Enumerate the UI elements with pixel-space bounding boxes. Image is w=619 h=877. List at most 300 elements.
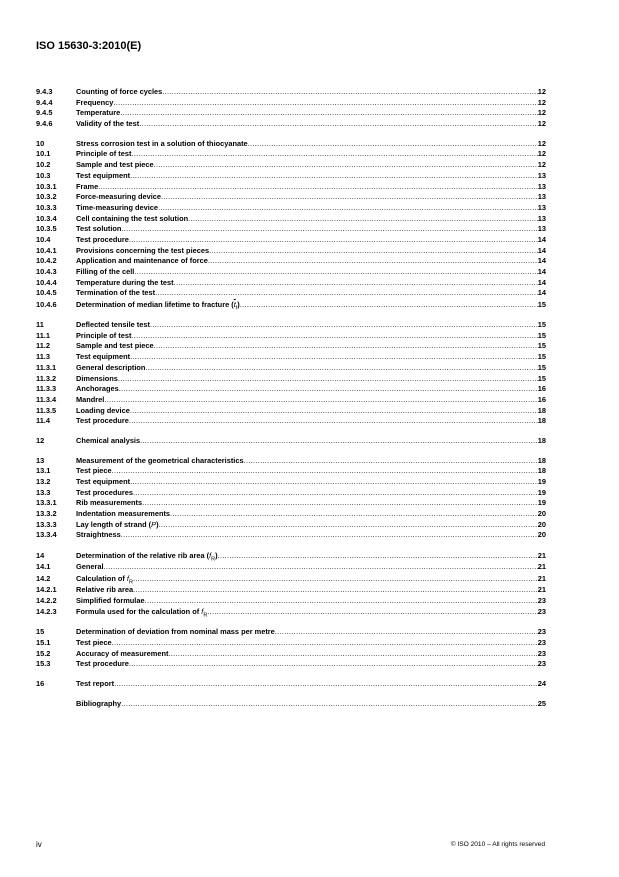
toc-entry[interactable] [36,498,546,509]
toc-entry[interactable] [36,606,546,618]
dot-leader [118,374,538,385]
section-title [76,256,208,267]
toc-entry[interactable] [36,374,546,385]
section-title [76,520,159,531]
toc-entry[interactable] [36,699,546,710]
symbol-base: $\overline{t}$ [233,300,236,310]
page-ref: 21 [537,573,546,583]
title-text: Test equipment [76,477,131,486]
toc-section [36,699,546,710]
title-text: Test equipment [76,352,131,362]
title-text: Sample and test piece [76,341,154,351]
toc-entry[interactable] [36,406,546,417]
title-text: Test equipment [76,170,131,180]
section-title [76,466,112,477]
dot-leader [244,456,538,467]
section-number: 13.1 [36,466,51,476]
toc-section [36,139,546,311]
page-ref: 12 [537,160,546,170]
section-number: 10.3.2 [36,192,57,202]
dot-leader [121,699,538,710]
section-number: 9.4.5 [36,108,53,118]
section-number: 11.3.1 [36,362,57,372]
section-title [76,530,121,541]
dot-leader [130,171,538,182]
page-ref: 25 [537,698,546,708]
toc-entry[interactable] [36,224,546,235]
title-text: Termination of the test [76,288,156,298]
page-ref: 21 [537,584,546,594]
section-number: 11.3.3 [36,384,57,394]
page-ref: 16 [537,384,546,394]
dot-leader [112,466,538,477]
title-text: Test procedure [76,416,129,426]
toc-entry[interactable] [36,456,546,467]
title-text: Determination of median lifetime to fracture ( [76,300,234,310]
dot-leader [98,182,538,193]
section-title [76,182,98,193]
dot-leader [120,108,538,119]
title-text: Mandrel [76,394,105,404]
section-title [76,235,129,246]
section-number: 15.2 [36,648,51,658]
dot-leader [218,550,538,562]
toc-entry[interactable] [36,638,546,649]
dot-leader [114,679,538,690]
dot-leader [168,649,537,660]
section-number: 11.3.2 [36,373,57,383]
section-number: 14.1 [36,562,51,572]
page-ref: 23 [537,607,546,617]
page-ref: 20 [537,530,546,540]
title-text: Frame [76,181,99,191]
section-title [76,416,129,427]
title-text: Accuracy of measurement [76,648,169,658]
title-text: Bibliography [76,698,122,708]
section-title [76,214,188,225]
document-header: ISO 15630-3:2010(E) [36,40,142,52]
toc-entry[interactable] [36,679,546,690]
page-ref: 15 [537,341,546,351]
toc-entry[interactable] [36,331,546,342]
page-ref: 18 [537,405,546,415]
page-ref: 23 [537,659,546,669]
toc-entry[interactable] [36,246,546,257]
section-title [76,299,240,311]
section-number: 15.1 [36,637,51,647]
page-ref: 21 [537,551,546,561]
toc-entry[interactable] [36,149,546,160]
section-title [76,363,145,374]
toc-section [36,679,546,690]
toc-section [36,456,546,542]
toc-entry[interactable] [36,87,546,98]
section-number: 14.2.2 [36,595,57,605]
dot-leader [119,384,538,395]
toc-entry[interactable] [36,416,546,427]
title-text: Test report [76,678,115,688]
section-number: 11.3.4 [36,394,57,404]
dot-leader [150,320,538,331]
toc-section [36,87,546,130]
title-text: Determination of the relative rib area ( [76,551,210,561]
title-suffix: ) [237,300,240,310]
title-text: General [76,562,104,572]
toc-entry[interactable] [36,384,546,395]
section-title [76,224,121,235]
title-text: Measurement of the geometrical characteristics [76,455,244,465]
section-title [76,638,112,649]
dot-leader [121,224,537,235]
toc-entry[interactable] [36,235,546,246]
section-number: 11.3.5 [36,405,57,415]
symbol-subscript: f [235,305,238,312]
dot-leader [208,256,538,267]
dot-leader [129,659,538,670]
title-text: Principle of test [76,330,132,340]
toc-entry[interactable] [36,171,546,182]
title-text: Stress corrosion test in a solution of thiocyanate [76,138,248,148]
toc-entry[interactable] [36,160,546,171]
dot-leader [129,416,538,427]
section-number: 10.3.4 [36,213,57,223]
dot-leader [162,87,538,98]
dot-leader [121,530,538,541]
dot-leader [113,98,537,109]
page-ref: 12 [537,97,546,107]
section-number [36,699,76,710]
section-number: 11.1 [36,330,50,340]
page-ref: 18 [537,435,546,445]
title-text: Test piece [76,637,112,647]
title-text: Calculation of [76,573,127,583]
title-text: Application and maintenance of force [76,256,208,266]
section-title [76,596,145,607]
dot-leader [275,627,538,638]
page-ref: 18 [537,416,546,426]
title-text: Test procedure [76,234,129,244]
toc-entry[interactable] [36,649,546,660]
section-title [76,627,275,638]
toc-entry[interactable] [36,627,546,638]
toc-entry[interactable] [36,119,546,130]
section-title [76,374,118,385]
page-ref: 21 [537,562,546,572]
page-ref: 15 [537,352,546,362]
page-ref: 13 [537,224,546,234]
toc-entry[interactable] [36,477,546,488]
section-title [76,477,130,488]
toc-entry[interactable] [36,530,546,541]
section-number: 10.4.4 [36,277,57,287]
section-title [76,87,162,98]
dot-leader [188,214,538,225]
dot-leader [112,638,538,649]
toc-entry[interactable] [36,363,546,374]
section-title [76,331,131,342]
dot-leader [133,488,538,499]
page-number: iv [36,840,42,849]
page-ref: 12 [537,119,546,129]
dot-leader [240,299,538,311]
dot-leader [133,573,538,585]
toc-entry[interactable] [36,509,546,520]
section-title [76,160,154,171]
title-text: Lay length of strand ( [76,519,152,529]
title-text: Simplified formulae [76,595,145,605]
section-number: 10.3.3 [36,202,57,212]
section-title [76,278,174,289]
section-number: 12 [36,435,45,445]
dot-leader [248,139,538,150]
title-text: Validity of the test [76,119,140,129]
section-number: 11 [36,320,44,330]
dot-leader [170,509,538,520]
symbol-base: f [209,551,212,561]
section-number: 10.2 [36,160,51,170]
toc-entry[interactable] [36,341,546,352]
toc-entry[interactable] [36,139,546,150]
toc-entry[interactable] [36,192,546,203]
page-ref: 23 [537,627,546,637]
section-title [76,119,139,130]
section-number: 10.3.5 [36,224,57,234]
dot-leader [145,363,537,374]
section-title [76,649,168,660]
toc-entry[interactable] [36,98,546,109]
page-ref: 13 [537,213,546,223]
page-ref: 24 [537,678,546,688]
title-text: Test procedure [76,659,129,669]
section-title [76,606,207,618]
title-text: Test procedures [76,487,133,497]
title-text: Principle of test [76,149,132,159]
section-number: 10.4.6 [36,300,57,310]
title-text: General description [76,362,146,372]
dot-leader [139,119,538,130]
page-ref: 18 [537,466,546,476]
dot-leader [140,436,538,447]
dot-leader [130,477,538,488]
section-title [76,352,130,363]
title-text: Cell containing the test solution [76,213,189,223]
dot-leader [104,395,537,406]
section-number: 15.3 [36,659,51,669]
dot-leader [207,606,537,618]
section-number: 9.4.4 [36,97,53,107]
toc-entry[interactable] [36,573,546,585]
title-text: Time-measuring device [76,202,159,212]
dot-leader [154,341,538,352]
title-text: Straightness [76,530,121,540]
symbol-subscript: R [128,579,133,586]
page-ref: 12 [537,138,546,148]
page-ref: 20 [537,509,546,519]
section-number: 11.2 [36,341,50,351]
section-number: 10.4 [36,234,51,244]
section-number: 13.3.4 [36,530,57,540]
section-number: 10.1 [36,149,51,159]
page-ref: 12 [537,149,546,159]
section-number: 14 [36,551,45,561]
page-ref: 14 [537,288,546,298]
section-title [76,550,218,562]
title-text: Filling of the cell [76,267,135,276]
section-title [76,509,170,520]
section-number: 9.4.6 [36,119,53,129]
dot-leader [130,352,538,363]
symbol-base: f [201,607,204,617]
page-ref: 12 [537,108,546,118]
toc-entry[interactable] [36,108,546,119]
section-number: 13.2 [36,477,51,486]
toc-entry[interactable] [36,288,546,299]
section-title [76,659,129,670]
page-ref: 12 [537,87,546,96]
section-number: 11.3 [36,352,50,362]
dot-leader [161,192,538,203]
section-number: 9.4.3 [36,87,53,96]
section-title [76,108,120,119]
toc-section [36,550,546,618]
section-title [76,406,130,417]
toc-entry[interactable] [36,466,546,477]
dot-leader [104,562,538,573]
section-title [76,498,142,509]
section-title [76,384,119,395]
toc-section [36,320,546,427]
title-suffix: ) [215,551,218,561]
page-ref: 15 [537,373,546,383]
title-text: Chemical analysis [76,435,141,445]
section-title [76,98,113,109]
toc-entry[interactable] [36,203,546,214]
title-text: Indentation measurements [76,509,171,519]
toc-entry[interactable] [36,550,546,562]
section-title [76,320,150,331]
dot-leader [142,498,538,509]
dot-leader [133,585,538,596]
symbol-subscript: R [203,612,208,619]
section-title [76,456,244,467]
title-text: Rib measurements [76,498,143,508]
toc-entry[interactable] [36,562,546,573]
toc-entry[interactable] [36,278,546,289]
title-text: Counting of force cycles [76,87,163,96]
toc-entry[interactable] [36,659,546,670]
dot-leader [155,288,538,299]
page-ref: 14 [537,277,546,287]
table-of-contents [36,87,546,709]
section-title [76,395,104,406]
symbol-subscript: R [211,556,216,563]
title-text: Sample and test piece [76,160,154,170]
toc-entry[interactable] [36,488,546,499]
title-text: Temperature [76,108,121,118]
page-ref: 14 [537,234,546,244]
page-ref: 15 [537,300,546,310]
toc-entry[interactable] [36,182,546,193]
section-number: 14.2.1 [36,584,57,594]
toc-entry[interactable] [36,596,546,607]
symbol-base: P [151,519,157,529]
symbol-base: f [126,573,129,583]
section-title [76,562,104,573]
toc-entry[interactable] [36,299,546,311]
dot-leader [154,160,538,171]
dot-leader [131,331,537,342]
section-title [76,203,158,214]
title-text: Frequency [76,97,114,107]
section-number: 10.4.2 [36,256,57,266]
title-text: Provisions concerning the test pieces [76,245,210,255]
page-ref: 16 [537,394,546,404]
page-ref: 15 [537,320,546,330]
section-number: 13.3.1 [36,498,57,508]
section-title [76,267,134,278]
section-title [76,488,133,499]
section-title [76,699,121,710]
page-ref: 14 [537,245,546,255]
page-ref: 19 [537,477,546,486]
page-ref: 14 [537,267,546,276]
toc-entry[interactable] [36,214,546,225]
toc-entry[interactable] [36,267,546,278]
dot-leader [158,203,538,214]
section-number: 13 [36,455,45,465]
toc-entry[interactable] [36,352,546,363]
section-title [76,288,155,299]
section-number: 13.3 [36,487,51,497]
toc-entry[interactable] [36,320,546,331]
toc-entry[interactable] [36,256,546,267]
page-ref: 19 [537,498,546,508]
section-title [76,436,140,447]
title-suffix: ) [156,519,159,529]
toc-entry[interactable] [36,436,546,447]
section-title [76,585,133,596]
page-ref: 23 [537,637,546,647]
section-number: 10.3 [36,170,51,180]
section-number: 10.4.3 [36,267,57,276]
dot-leader [129,235,538,246]
toc-section [36,627,546,670]
title-text: Test piece [76,466,112,476]
page-ref: 13 [537,192,546,202]
title-text: Formula used for the calculation of [76,607,202,617]
title-text: Dimensions [76,373,118,383]
toc-entry[interactable] [36,395,546,406]
section-number: 13.3.3 [36,519,57,529]
dot-leader [134,267,537,278]
title-text: Relative rib area [76,584,134,594]
dot-leader [209,246,538,257]
section-title [76,679,114,690]
dot-leader [159,520,538,531]
title-text: Force-measuring device [76,192,162,202]
page-ref: 14 [537,256,546,266]
page-ref: 15 [537,362,546,372]
section-title [76,192,161,203]
section-number: 10.4.1 [36,245,57,255]
page-ref: 20 [537,519,546,529]
section-number: 10.3.1 [36,181,57,191]
toc-entry[interactable] [36,585,546,596]
toc-entry[interactable] [36,520,546,531]
copyright-notice: © ISO 2010 – All rights reserved [450,841,545,848]
title-text: Test solution [76,224,122,234]
section-title [76,149,131,160]
